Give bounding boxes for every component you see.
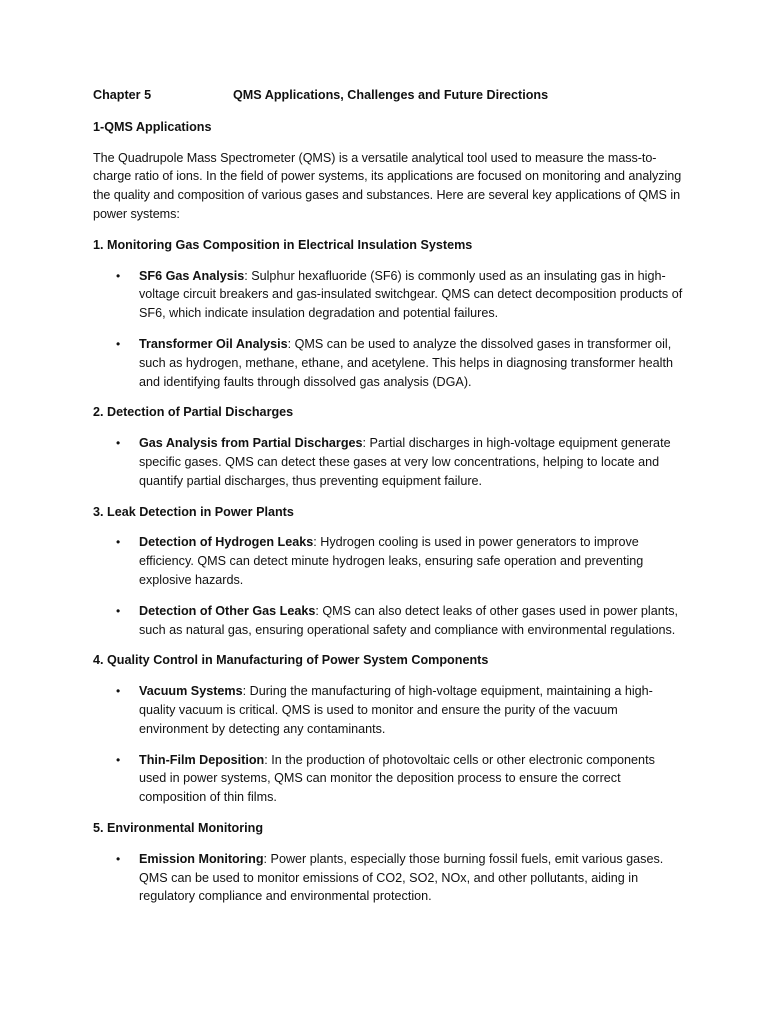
chapter-number: Chapter 5 [93, 88, 152, 102]
item-description: : QMS can also detect leaks of other gases used in power plants, such as natural gas, ensuring operational safety and compliance with environmental regulations. [139, 603, 678, 637]
sections-container [93, 236, 683, 906]
subsection-heading: 2. Detection of Partial Discharges [93, 405, 294, 420]
item-term: Transformer Oil Analysis [139, 336, 288, 351]
bullet-icon: • [116, 436, 121, 451]
item-term: Emission Monitoring [139, 851, 264, 866]
list-item [93, 602, 683, 640]
item-term: Detection of Other Gas Leaks [139, 603, 316, 618]
bullet-list [93, 533, 683, 639]
section-heading: 1-QMS Applications [93, 119, 212, 134]
item-description: : In the production of photovoltaic cells or other electronic components used in power systems, QMS can monitor the deposition process to ensure the correct composition of thin films. [139, 752, 655, 805]
subsection-heading: 4. Quality Control in Manufacturing of Power System Components [93, 653, 489, 668]
item-description: : Partial discharges in high-voltage equipment generate specific gases. QMS can detect these gases at very low concentrations, helping to locate and quantify partial discharges, thus preventing equipment failure. [139, 436, 671, 488]
subsection-heading: 5. Environmental Monitoring [93, 820, 264, 835]
bullet-icon: • [116, 684, 121, 699]
item-description: : Power plants, especially those burning fossil fuels, emit various gases. QMS can be used to monitor emissions of CO2, SO2, NOx, and other pollutants, aiding in regulatory compliance and environmental protection. [139, 851, 664, 904]
chapter-header [93, 86, 683, 105]
item-description: : Sulphur hexafluoride (SF6) is commonly used as an insulating gas in high-voltage circuit breakers and gas-insulated switchgear. QMS can detect decomposition products of SF6, which indicate insulation degradation and potential failures. [139, 268, 683, 321]
bullet-icon: • [116, 603, 121, 618]
bullet-icon: • [116, 535, 121, 550]
item-term: Thin-Film Deposition [139, 752, 265, 767]
intro-paragraph: The Quadrupole Mass Spectrometer (QMS) is a versatile analytical tool used to measure the mass-to-charge ratio of ions. In the field of power systems, its applications are focused on monitoring and analyzing the quality and composition of various gases and substances. Here are several key applications of QMS in power systems: [93, 150, 682, 221]
list-item [93, 850, 683, 906]
bullet-icon: • [116, 851, 121, 866]
bullet-icon: • [116, 268, 121, 283]
item-term: SF6 Gas Analysis [139, 268, 245, 283]
bullet-list [93, 434, 683, 490]
bullet-icon: • [116, 336, 121, 351]
item-term: Vacuum Systems [139, 684, 243, 699]
subsection-heading: 3. Leak Detection in Power Plants [93, 504, 294, 519]
list-item [93, 267, 683, 323]
list-item [93, 533, 683, 589]
item-description: : Hydrogen cooling is used in power generators to improve efficiency. QMS can detect minute hydrogen leaks, ensuring safe operation and preventing explosive hazards. [139, 535, 644, 587]
bullet-list [93, 267, 683, 392]
bullet-list [93, 850, 683, 906]
item-term: Gas Analysis from Partial Discharges [139, 436, 363, 451]
item-term: Detection of Hydrogen Leaks [139, 535, 314, 550]
item-description: : QMS can be used to analyze the dissolved gases in transformer oil, such as hydrogen, methane, ethane, and acetylene. This helps in diagnosing transformer health and identifying faults through dissolved gas analysis (DGA). [139, 336, 673, 389]
document-content [93, 86, 683, 918]
bullet-icon: • [116, 752, 121, 767]
list-item [93, 751, 683, 807]
item-description: : During the manufacturing of high-voltage equipment, maintaining a high-quality vacuum is critical. QMS is used to monitor and ensure the purity of the vacuum environment by detecting any contaminants. [139, 684, 653, 736]
list-item [93, 335, 683, 391]
chapter-title: QMS Applications, Challenges and Future Directions [233, 88, 549, 102]
bullet-list [93, 682, 683, 807]
subsection-heading: 1. Monitoring Gas Composition in Electrical Insulation Systems [93, 237, 473, 252]
list-item [93, 434, 683, 490]
list-item [93, 682, 683, 738]
